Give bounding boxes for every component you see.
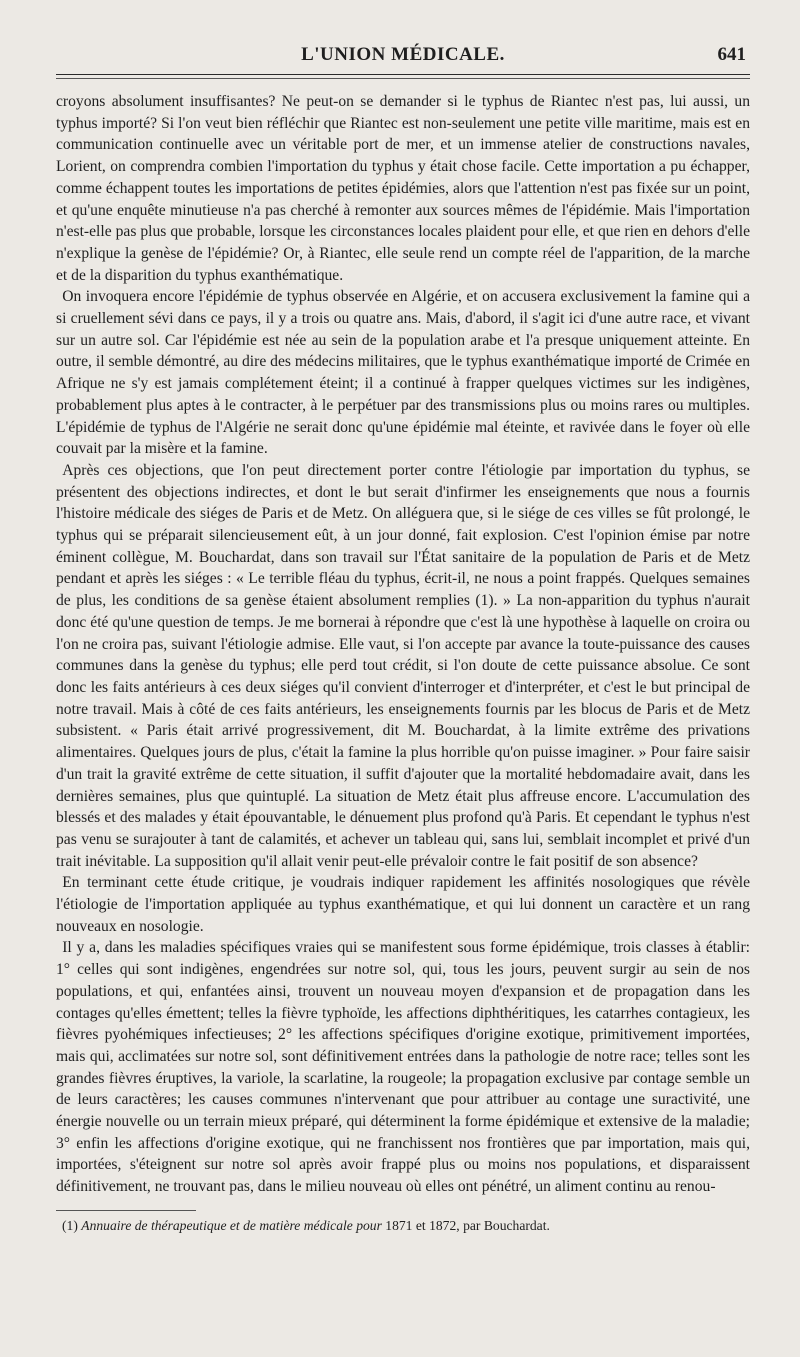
journal-title: L'UNION MÉDICALE. — [301, 44, 505, 65]
paragraph: croyons absolument insuffisantes? Ne peut-on se demander si le typhus de Riantec n'est pas, lui aussi, un typhus importé? Si l'on veut bien réfléchir que Riantec est non-seulement une petite ville maritime, mais est en communication continuelle avec un véritable port de mer, et un immense atelier de constructions navales, Lorient, on comprendra combien l'importation du typhus y était chose facile. Cette importation a pu échapper, comme échappent toutes les importations de petites épidémies, alors que l'attention n'est pas fixée sur un point, et qu'une enquête minutieuse n'a pas cherché à remonter aux sources mêmes de l'épidémie. Mais l'importation n'est-elle pas plus que probable, lorsque les circonstances locales plaident pour elle, et que rien en dehors d'elle n'explique la genèse de l'épidémie? Or, à Riantec, elle seule rend un compte réel de l'apparition, de la marche et de la disparition du typhus exanthématique. — [56, 93, 750, 284]
body-text — [56, 91, 750, 1198]
running-header — [56, 44, 750, 75]
footnote — [56, 1217, 750, 1235]
paragraph: Après ces objections, que l'on peut directement porter contre l'étiologie par importation du typhus, se présentent des objections indirectes, et dont le but serait d'infirmer les enseignements que nous a fournis l'histoire médicale des siéges de Paris et de Metz. On alléguera que, si le siége de ces villes se fût prolongé, le typhus qui se préparait silencieusement eût, à un jour donné, fait explosion. C'est l'opinion émise par notre éminent collègue, M. Bouchardat, dans son travail sur l'État sanitaire de la population de Paris et de Metz pendant et après les siéges : « Le terrible fléau du typhus, écrit-il, ne nous a point frappés. Quelques semaines de plus, les conditions de sa genèse étaient absolument remplies (1). » La non-apparition du typhus n'aurait donc été qu'une question de temps. Je me bornerai à répondre que c'est là une hypothèse à laquelle on croira ou l'on ne croira pas, suivant l'étiologie admise. Elle vaut, si l'on accepte par avance la toute-puissance des causes communes dans la genèse du typhus; elle perd tout crédit, si l'on doute de cette puissance absolue. Ce sont donc les faits antérieurs à ces deux siéges qu'il convient d'interroger et d'interpréter, et c'est le but principal de notre travail. Mais à côté de ces faits antérieurs, les enseignements fournis par les blocus de Paris et de Metz subsistent. « Paris était arrivé progressivement, dit M. Bouchardat, à la limite extrême des privations alimentaires. Quelques jours de plus, c'était la famine la plus horrible qu'on puisse imaginer. » Pour faire saisir d'un trait la gravité extrême de cette situation, il suffit d'ajouter que la mortalité hebdomadaire avait, dans les dernières semaines, plus que quintuplé. La situation de Metz était plus affreuse encore. L'accumulation des blessés et des malades y était épouvantable, le dénuement plus profond qu'à Paris. Et cependant le typhus n'est pas venu se surajouter à tant de calamités, et achever un tableau qui, sans lui, semblait incomplet et privé d'un trait inévitable. La supposition qu'il allait venir peut-elle prévaloir contre le fait positif de son absence? — [56, 461, 750, 870]
footnote-rest: 1871 et 1872, par Bouchardat. — [381, 1217, 550, 1233]
header-rule — [56, 78, 750, 79]
paragraph: On invoquera encore l'épidémie de typhus observée en Algérie, et on accusera exclusivement la famine qui a si cruellement sévi dans ce pays, il y a trois ou quatre ans. Mais, d'abord, il s'agit ici d'une autre race, et vivant sur un autre sol. Car l'épidémie est née au sein de la population arabe et l'a presque uniquement atteinte. En outre, il semble démontré, au dire des médecins militaires, que le typhus exanthématique importé de Crimée en Afrique ne s'y est jamais complétement éteint; il a continué à frapper quelques victimes sur les indigènes, probablement plus aptes à le contracter, à le perpétuer par des transmissions plus ou moins rares ou multiples. L'épidémie de typhus de l'Algérie ne serait donc qu'une épidémie mal éteinte, et ravivée dans le foyer où elle couvait par la misère et la famine. — [56, 288, 750, 458]
footnote-rule — [56, 1210, 196, 1211]
paragraph: Il y a, dans les maladies spécifiques vraies qui se manifestent sous forme épidémique, trois classes à établir: 1° celles qui sont indigènes, engendrées sur notre sol, qui, tous les jours, peuvent surgir au sein de nos populations, et qui, enfantées ainsi, trouvent un nouveau moyen d'expansion et de propagation dans les contages qu'elles émettent; telles la fièvre typhoïde, les affections diphthéritiques, les catarrhes contagieux, les fièvres pyohémiques infectieuses; 2° les affections spécifiques d'origine exotique, primitivement importées, mais qui, acclimatées sur notre sol, sont définitivement entrées dans la pathologie de notre race; telles sont les grandes fièvres éruptives, la variole, la scarlatine, la rougeole; la propagation exclusive par contage semble un de leurs caractères; les causes communes n'intervenant que pour attribuer au contage une suractivité, une énergie nouvelle ou un terrain mieux préparé, qui déterminent la forme épidémique et extensive de la maladie; 3° enfin les affections d'origine exotique, qui ne franchissent nos frontières que par importation, mais qui, importées, s'éteignent sur notre sol après avoir frappé plus ou moins nos populations, et disparaissent définitivement, ne trouvant pas, dans le milieu nouveau où elles ont pénétré, un aliment continu au renou- — [56, 939, 750, 1196]
footnote-title: Annuaire de thérapeutique et de matière médicale pour — [81, 1217, 382, 1233]
footnote-marker: (1) — [62, 1217, 78, 1233]
page-number: 641 — [717, 44, 746, 65]
paragraph: En terminant cette étude critique, je voudrais indiquer rapidement les affinités nosologiques que révèle l'étiologie de l'importation appliquée au typhus exanthématique, et qui lui donnent un caractère et un rang nouveaux en nosologie. — [56, 874, 750, 935]
